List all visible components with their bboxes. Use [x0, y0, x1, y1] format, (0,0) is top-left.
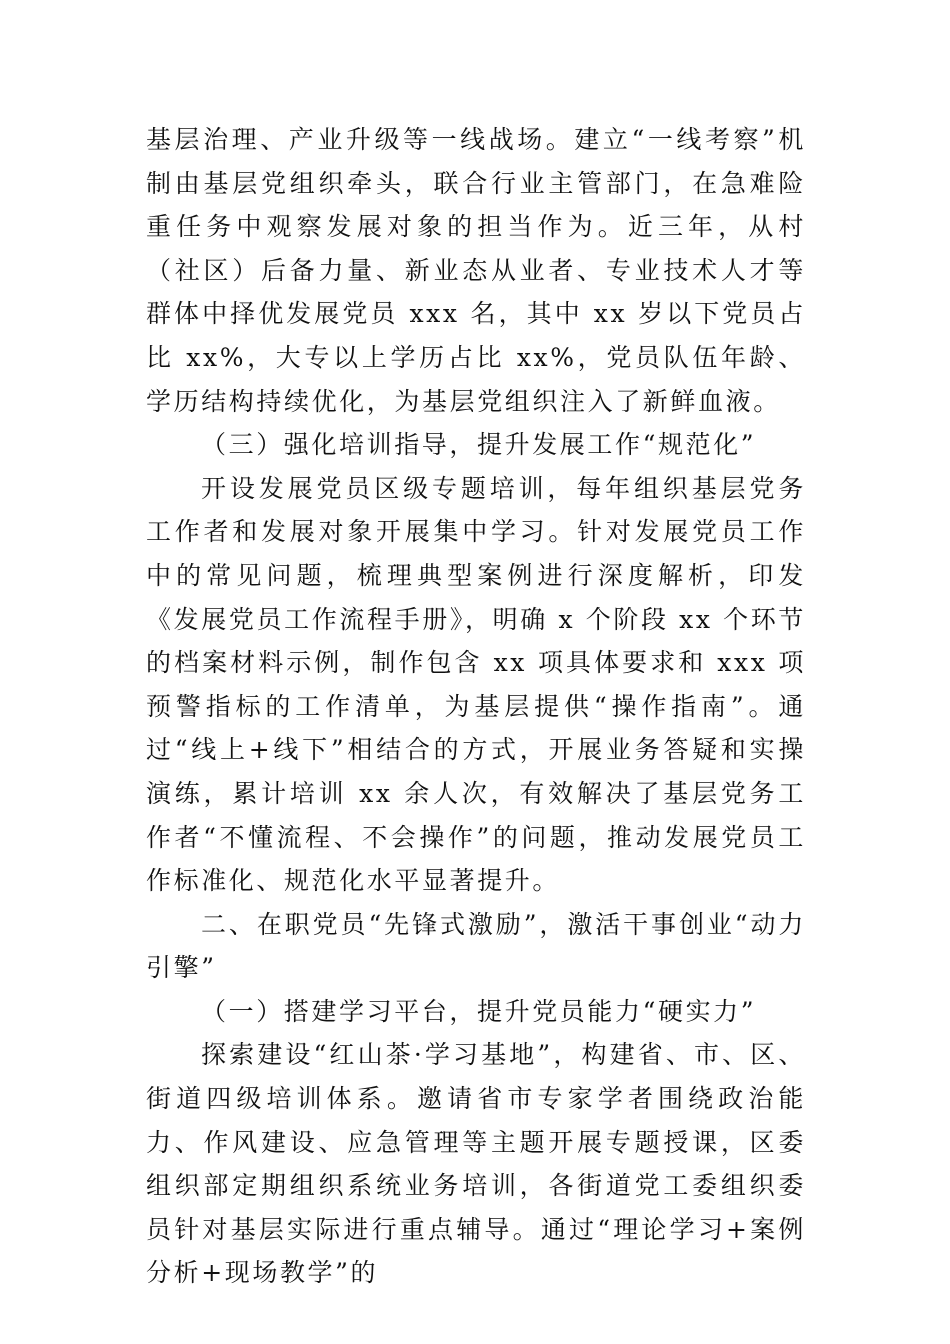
- paragraph-training: 开设发展党员区级专题培训，每年组织基层党务工作者和发展对象开展集中学习。针对发展党员工作中的常见问题，梳理典型案例进行深度解析，印发《发展党员工作流程手册》，明确 x 个阶段 xx 个环节的档案材料示例，制作包含 xx 项具体要求和 xxx 项预警指标的工作清单，为基层提供“操作指南”。通过“线上+线下”相结合的方式，开展业务答疑和实操演练，累计培训 xx 余人次，有效解决了基层党务工作者“不懂流程、不会操作”的问题，推动发展党员工作标准化、规范化水平显著提升。: [146, 473, 806, 896]
- subheading-learning-platform: （一）搭建学习平台，提升党员能力“硬实力”: [201, 996, 757, 1026]
- paragraph-learning-base: 探索建设“红山茶·学习基地”，构建省、市、区、街道四级培训体系。邀请省市专家学者围绕政治能力、作风建设、应急管理等主题开展专题授课，区委组织部定期组织系统业务培训，各街道党工委组织委员针对基层实际进行重点辅导。通过“理论学习+案例分析+现场教学”的: [146, 1040, 806, 1288]
- subheading-training-guidance: （三）强化培训指导，提升发展工作“规范化”: [201, 430, 757, 460]
- document-body: [146, 118, 806, 1295]
- paragraph-continuation: 基层治理、产业升级等一线战场。建立“一线考察”机制由基层党组织牵头，联合行业主管部门，在急难险重任务中观察发展对象的担当作为。近三年，从村（社区）后备力量、新业态从业者、专业技术人才等群体中择优发展党员 xxx 名，其中 xx 岁以下党员占比 xx%，大专以上学历占比 xx%，党员队伍年龄、学历结构持续优化，为基层党组织注入了新鲜血液。: [146, 125, 806, 416]
- section-heading-incentive: 二、在职党员“先锋式激励”，激活干事创业“动力引擎”: [146, 909, 806, 983]
